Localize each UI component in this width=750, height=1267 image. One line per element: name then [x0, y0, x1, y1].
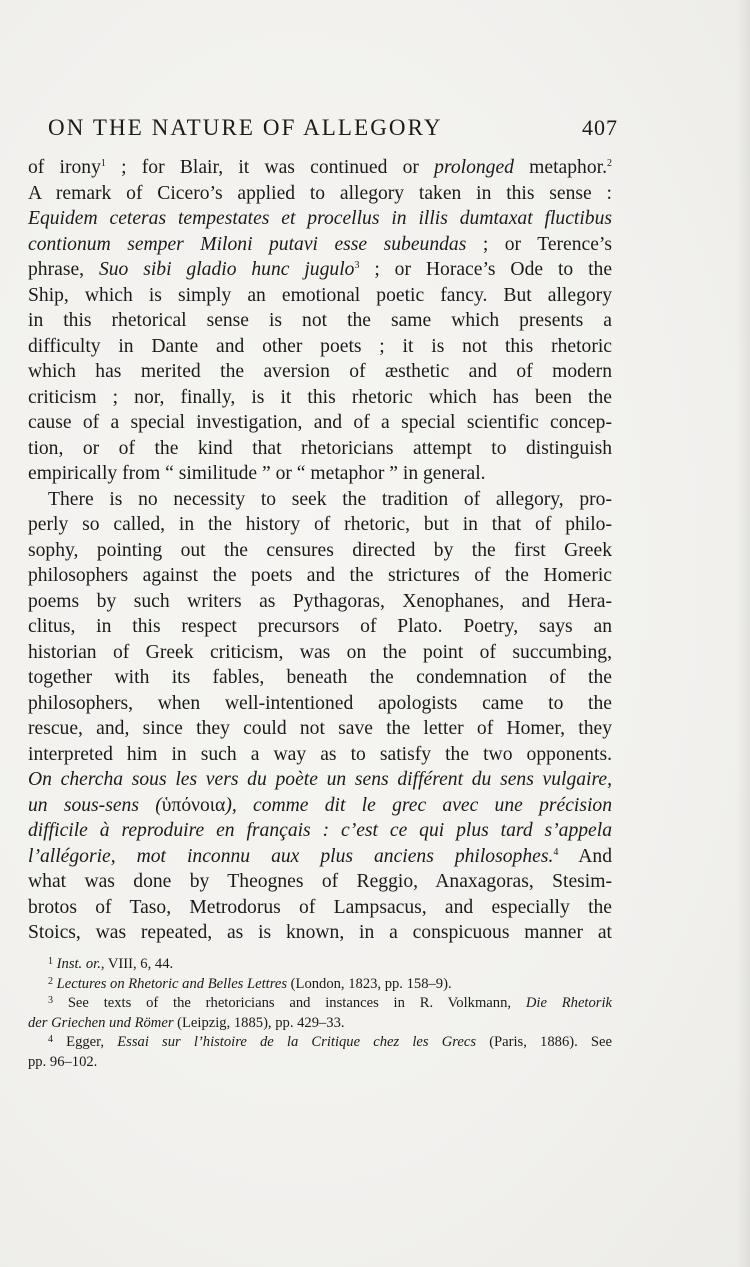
text-line: perly so called, in the history of rhetoric, but in that of philo- [28, 514, 612, 535]
text-line: sophy, pointing out the censures directed by the first Greek [28, 539, 612, 561]
text-line: On chercha sous les vers du poète un sens différent du sens vulgaire, [28, 769, 612, 790]
text-line: cause of a special investigation, and of a special scientific concep- [28, 412, 612, 433]
text-line: Equidem ceteras tempestates et procellus in illis dumtaxat fluctibus [28, 208, 612, 229]
text-line: difficulty in Dante and other poets ; it is not this rhetoric [28, 335, 612, 357]
footnote-continuation: der Griechen und Römer (Leipzig, 1885), pp. 429–33. [28, 1014, 345, 1031]
text-line: Ship, which is simply an emotional poetic fancy. But allegory [28, 284, 612, 306]
footnote-ref: 4 [553, 846, 559, 858]
text-line: brotos of Taso, Metrodorus of Lampsacus, and especially the [28, 896, 612, 918]
text-line: poems by such writers as Pythagoras, Xenophanes, and Hera- [28, 590, 612, 612]
text-line: clitus, in this respect precursors of Plato. Poetry, says an [28, 616, 612, 637]
text-line: phrase, Suo sibi gladio hunc jugulo$^3$ ; or Horace’s Ode to the [28, 259, 613, 280]
footnote: $^3$ See texts of the rhetoricians and instances in R. Volkmann, Die Rhetorik [48, 995, 612, 1011]
text-line: philosophers, when well-intentioned apologists came to the [28, 692, 612, 714]
page-edge-shadow [736, 0, 750, 1267]
text-line: A remark of Cicero’s applied to allegory taken in this sense : [28, 182, 612, 204]
footnote-ref: 2 [607, 158, 612, 169]
footnote: $^1$ Inst. or., VIII, 6, 44. [48, 956, 174, 972]
text-line: rescue, and, since they could not save the letter of Homer, they [28, 718, 612, 739]
page-number: 407 [582, 115, 618, 140]
text-line: together with its fables, beneath the condemnation of the [28, 667, 612, 688]
footnote: $^4$ Egger, Essai sur l’histoire de la Critique chez les Grecs (Paris, 1886). See [48, 1034, 612, 1050]
text-line: There is no necessity to seek the tradition of allegory, pro- [48, 488, 612, 510]
text-line: of irony$^1$ ; for Blair, it was continued or prolonged metaphor.$^2$ [28, 157, 612, 178]
running-head [48, 115, 618, 151]
text-line: contionum semper Miloni putavi esse subeundas ; or Terence’s [28, 233, 612, 255]
footnote-ref: 3 [354, 260, 360, 271]
text-line: in this rhetorical sense is not the same which presents a [28, 310, 612, 331]
text-line: criticism ; nor, finally, is it this rhetoric which has been the [28, 386, 612, 408]
running-title: ON THE NATURE OF ALLEGORY [48, 115, 443, 140]
text-line: historian of Greek criticism, was on the point of succumbing, [28, 641, 612, 663]
text-line: what was done by Theognes of Reggio, Anaxagoras, Stesim- [28, 871, 612, 892]
body-text [28, 155, 612, 946]
text-line: empirically from “ similitude ” or “ metaphor ” in general. [28, 463, 486, 484]
text-line: interpreted him in such a way as to satisfy the two opponents. [28, 743, 612, 765]
text-line: un sous-sens (ὑπόνοια), comme dit le grec avec une précision [28, 794, 612, 816]
text-line: philosophers against the poets and the strictures of the Homeric [28, 565, 612, 586]
text-line: l’allégorie, mot inconnu aux plus anciens philosophes.$^4$ And [28, 845, 612, 867]
footnotes [28, 955, 612, 1072]
text-line: Stoics, was repeated, as is known, in a conspicuous manner at [28, 922, 612, 943]
footnote-ref: 1 [100, 158, 106, 169]
text-line: difficile à reproduire en français : c’est ce qui plus tard s’appela [28, 820, 612, 841]
text-line: tion, or of the kind that rhetoricians attempt to distinguish [28, 437, 612, 459]
footnote-continuation: pp. 96–102. [28, 1053, 98, 1070]
footnote: $^2$ Lectures on Rhetoric and Belles Lettres (London, 1823, pp. 158–9). [48, 975, 452, 992]
text-line: which has merited the aversion of æsthetic and of modern [28, 361, 612, 382]
